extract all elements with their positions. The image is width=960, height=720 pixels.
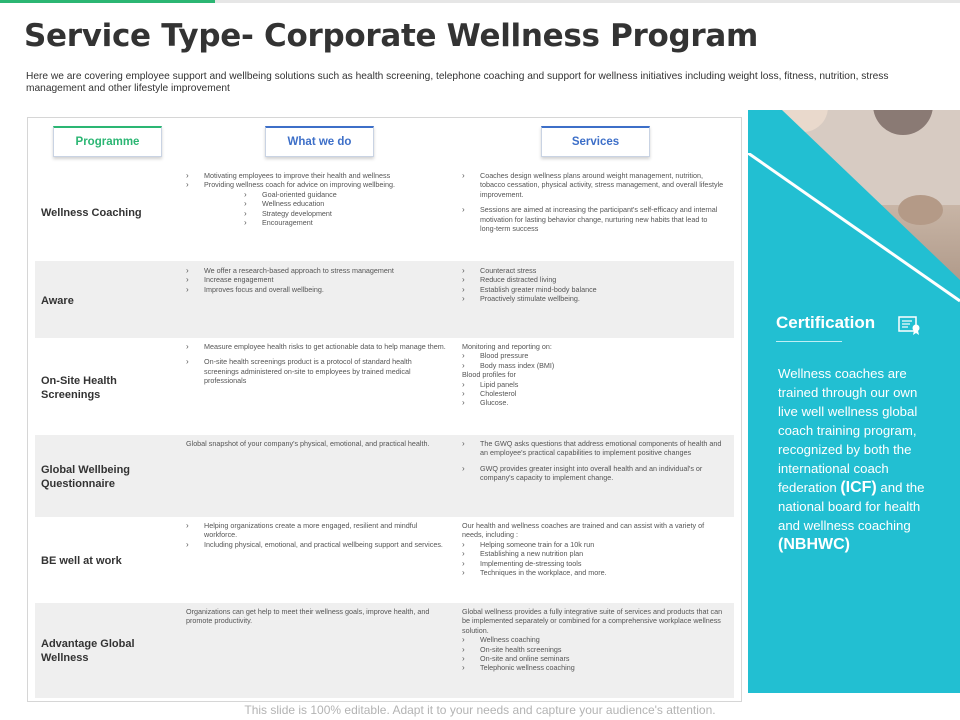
list-item: › Sessions are aimed at increasing the participant's self-efficacy and internal motivation for lasting behavior change, nurturing new habits that lead to long-term success <box>462 205 724 233</box>
row-services <box>462 607 724 673</box>
top-accent-bar <box>0 0 960 3</box>
services-intro: Monitoring and reporting on: <box>462 342 552 351</box>
list-item: › Providing wellness coach for advice on improving wellbeing. <box>186 180 448 189</box>
table-row <box>35 338 734 435</box>
row-programme-name: Aware <box>41 295 74 307</box>
row-services <box>462 266 724 304</box>
table-row <box>35 517 734 603</box>
header-programme: Programme <box>53 126 162 157</box>
header-what-we-do: What we do <box>265 126 374 157</box>
services-intro: Global wellness provides a fully integrative suite of services and products that can be implemented separately or combined for a comprehensive workplace wellness solution. <box>462 607 723 635</box>
row-what-we-do <box>186 607 448 626</box>
list-item: › On-site and online seminars <box>462 654 724 663</box>
list-item: › Measure employee health risks to get actionable data to help manage them. <box>186 342 448 351</box>
footer-note: This slide is 100% editable. Adapt it to your needs and capture your audience's attention. <box>244 703 716 717</box>
row-programme-name: BE well at work <box>41 555 122 567</box>
list-item: › Motivating employees to improve their health and wellness <box>186 171 448 180</box>
list-item: › Techniques in the workplace, and more. <box>462 568 724 577</box>
list-item: › Establishing a new nutrition plan <box>462 549 724 558</box>
list-item: › The GWQ asks questions that address emotional components of health and an employee's practical capabilities to implement positive changes <box>462 439 724 458</box>
list-item: › Lipid panels <box>462 380 724 389</box>
list-item: › Coaches design wellness plans around weight management, nutrition, tobacco cessation, physical activity, stress management, and overall lifestyle improvement. <box>462 171 724 199</box>
certification-text: and the national board for health and wellness coaching <box>778 480 925 533</box>
row-services <box>462 439 724 483</box>
services-subheading: Blood profiles for <box>462 370 516 380</box>
list-item: › Including physical, emotional, and practical wellbeing support and services. <box>186 540 448 549</box>
what-paragraph: Global snapshot of your company's physical, emotional, and practical health. <box>186 439 430 448</box>
list-item: › Helping someone train for a 10k run <box>462 540 724 549</box>
list-item: › Wellness coaching <box>462 635 724 644</box>
row-services <box>462 521 724 577</box>
certification-title: Certification <box>776 313 876 332</box>
services-table <box>27 117 742 702</box>
list-item: › Strategy development <box>186 209 448 218</box>
list-item: › Improves focus and overall wellbeing. <box>186 285 448 294</box>
list-item: › Telephonic wellness coaching <box>462 663 724 672</box>
slide-title: Service Type- Corporate Wellness Program <box>24 18 759 54</box>
row-programme-name: Wellness Coaching <box>41 207 142 219</box>
table-row <box>35 603 734 698</box>
list-item: › On-site health screenings <box>462 645 724 654</box>
row-what-we-do <box>186 266 448 294</box>
top-accent-green <box>0 0 215 3</box>
row-what-we-do <box>186 439 448 448</box>
list-item: › Counteract stress <box>462 266 724 275</box>
table-row <box>35 165 734 261</box>
row-programme-name: Advantage Global Wellness <box>41 638 135 664</box>
table-row <box>35 435 734 517</box>
list-item: › Glucose. <box>462 398 724 407</box>
slide-subtitle: Here we are covering employee support and wellbeing solutions such as health screening, telephone coaching and support for wellness initiatives including weight loss, fitness, nutrition, stress management and other lifestyle improvement <box>26 71 889 94</box>
list-item: › Proactively stimulate wellbeing. <box>462 294 724 303</box>
list-item: › Establish greater mind-body balance <box>462 285 724 294</box>
list-item: › Helping organizations create a more engaged, resilient and mindful workforce. <box>186 521 448 540</box>
list-item: › Goal-oriented guidance <box>186 190 448 199</box>
row-what-we-do <box>186 521 448 549</box>
list-item: › Body mass index (BMI) <box>462 361 724 370</box>
list-item: › Increase engagement <box>186 275 448 284</box>
certification-underline <box>776 341 842 342</box>
list-item: › GWQ provides greater insight into overall health and an individual's or company's capacity to implement change. <box>462 464 724 483</box>
row-programme-name: Global Wellbeing Questionnaire <box>41 464 131 490</box>
header-services: Services <box>541 126 650 157</box>
certification-panel <box>748 153 960 693</box>
list-item: › On-site health screenings product is a protocol of standard health screenings administered on-site to employees by trained medical professionals <box>186 357 448 385</box>
icf-label: (ICF) <box>840 479 877 496</box>
list-item: › We offer a research-based approach to stress management <box>186 266 448 275</box>
services-intro: Our health and wellness coaches are trained and can assist with a variety of needs, including : <box>462 521 705 540</box>
list-item: › Blood pressure <box>462 351 724 360</box>
list-item: › Implementing de-stressing tools <box>462 559 724 568</box>
nbhwc-label: (NBHWC) <box>778 536 850 553</box>
row-services <box>462 342 724 408</box>
row-what-we-do <box>186 342 448 386</box>
certification-diagonal <box>748 153 960 313</box>
certificate-icon <box>898 315 922 335</box>
list-item: › Wellness education <box>186 199 448 208</box>
list-item: › Cholesterol <box>462 389 724 398</box>
what-paragraph: Organizations can get help to meet their wellness goals, improve health, and promote productivity. <box>186 607 430 626</box>
row-what-we-do <box>186 171 448 227</box>
list-item: › Encouragement <box>186 218 448 227</box>
row-services <box>462 171 724 233</box>
row-programme-name: On-Site Health Screenings <box>41 375 117 401</box>
table-row <box>35 261 734 338</box>
list-item: › Reduce distracted living <box>462 275 724 284</box>
certification-text: Wellness coaches are trained through our own live well wellness global coach training program, recognized by both the international coach federation <box>778 366 918 495</box>
certification-body <box>778 364 938 554</box>
